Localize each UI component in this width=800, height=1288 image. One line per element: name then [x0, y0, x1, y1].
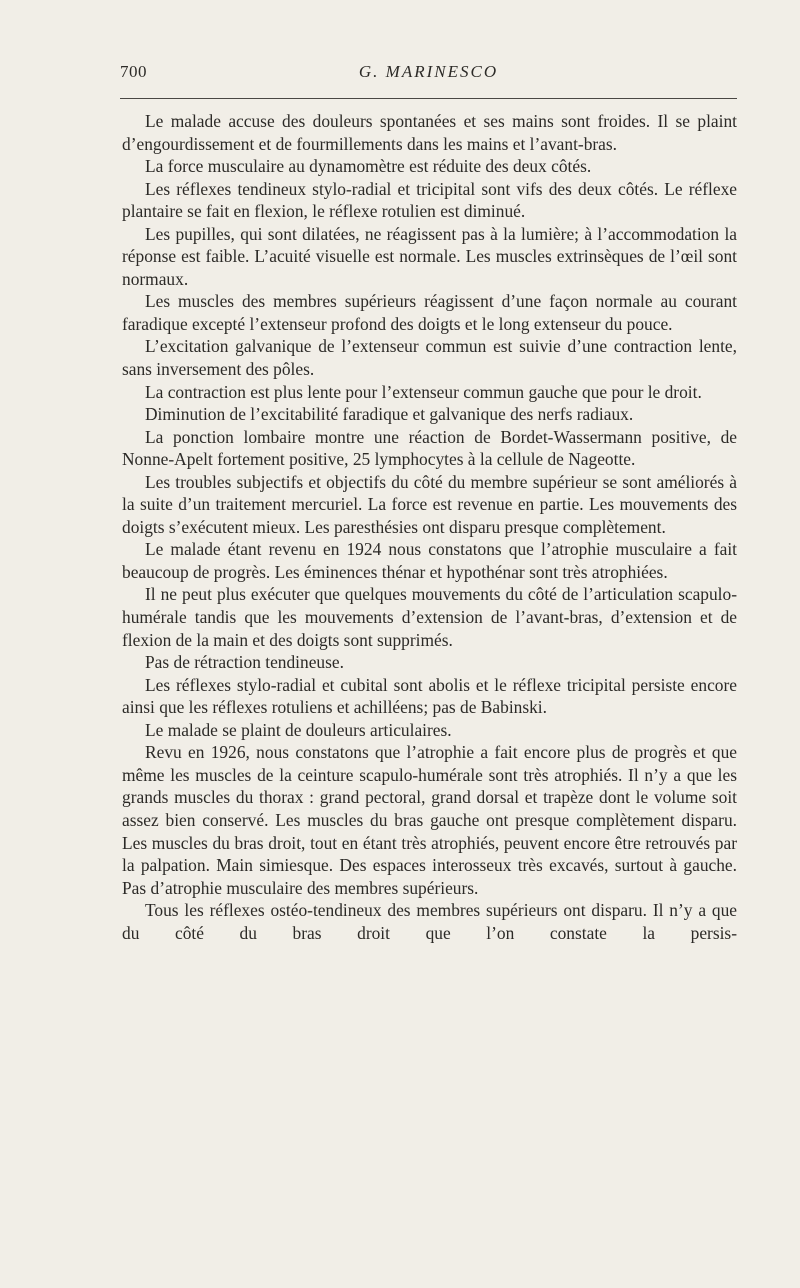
- paragraph: Diminution de l’excitabilité faradique et galvanique des nerfs radiaux.: [145, 404, 634, 425]
- paragraph: Le malade étant revenu en 1924 nous constatons que l’atrophie musculaire a fait beaucoup de progrès. Les éminences thénar et hypothénar sont très atrophiées.: [122, 539, 737, 582]
- paragraph: Le malade se plaint de douleurs articulaires.: [145, 719, 452, 740]
- paragraph: Les pupilles, qui sont dilatées, ne réagissent pas à la lumière; à l’accommodation la réponse est faible. L’acuité visuelle est normale. Les muscles extrinsèques de l’œil sont normaux.: [122, 223, 737, 289]
- paragraph: Les troubles subjectifs et objectifs du côté du membre supérieur se sont améliorés à la suite d’un traitement mercuriel. La force est revenue en partie. Les mouvements des doigts s’exécutent mieux. Les paresthésies ont disparu presque complètement.: [122, 471, 737, 537]
- paragraph: Il ne peut plus exécuter que quelques mouvements du côté de l’articulation scapulo-humérale tandis que les mouvements d’extension de l’avant-bras, d’extension et de flexion de la main et des doigts sont supprimés.: [122, 584, 737, 650]
- paragraph: Les réflexes stylo-radial et cubital sont abolis et le réflexe tricipital persiste encore ainsi que les réflexes rotuliens et achilléens; pas de Babinski.: [122, 674, 737, 718]
- paragraph: Revu en 1926, nous constatons que l’atrophie a fait encore plus de progrès et que même les muscles de la ceinture scapulo-humérale sont très atrophiés. Il n’y a que les grands muscles du thorax : grand pectoral, grand dorsal et trapèze dont le volume soit assez bien conservé. Les muscles du bras gauche ont presque complètement disparu. Les muscles du bras droit, tout en étant très atrophiés, peuvent encore être retrouvés par la palpation. Main simiesque. Des espaces interosseux très excavés, surtout à gauche. Pas d’atrophie musculaire des membres supérieurs.: [122, 742, 737, 898]
- paragraph: La contraction est plus lente pour l’extenseur commun gauche que pour le droit.: [145, 381, 702, 402]
- paragraph: L’excitation galvanique de l’extenseur commun est suivie d’une contraction lente, sans inversement des pôles.: [122, 336, 737, 380]
- paragraph: La force musculaire au dynamomètre est réduite des deux côtés.: [145, 156, 592, 177]
- paragraph: Pas de rétraction tendineuse.: [145, 652, 344, 673]
- paragraph: Les réflexes tendineux stylo-radial et tricipital sont vifs des deux côtés. Le réflexe plantaire se fait en flexion, le réflexe rotulien est diminué.: [122, 178, 737, 222]
- body-text: [122, 110, 737, 944]
- paragraph: La ponction lombaire montre une réaction de Bordet-Wassermann positive, de Nonne-Apelt fortement positive, 25 lymphocytes à la cellule de Nageotte.: [122, 426, 737, 470]
- header-rule: [120, 98, 737, 99]
- paragraph: Tous les réflexes ostéo-tendineux des membres supérieurs ont disparu. Il n’y a que du côté du bras droit que l’on constate la persis-: [122, 900, 737, 943]
- paragraph: Le malade accuse des douleurs spontanées et ses mains sont froides. Il se plaint d’engourdissement et de fourmillements dans les mains et l’avant-bras.: [122, 111, 737, 154]
- paragraph: Les muscles des membres supérieurs réagissent d’une façon normale au courant faradique excepté l’extenseur profond des doigts et le long extenseur du pouce.: [122, 291, 737, 334]
- running-head: G. MARINESCO: [358, 62, 499, 81]
- page-header: [120, 62, 737, 90]
- page-number: 700: [120, 62, 147, 81]
